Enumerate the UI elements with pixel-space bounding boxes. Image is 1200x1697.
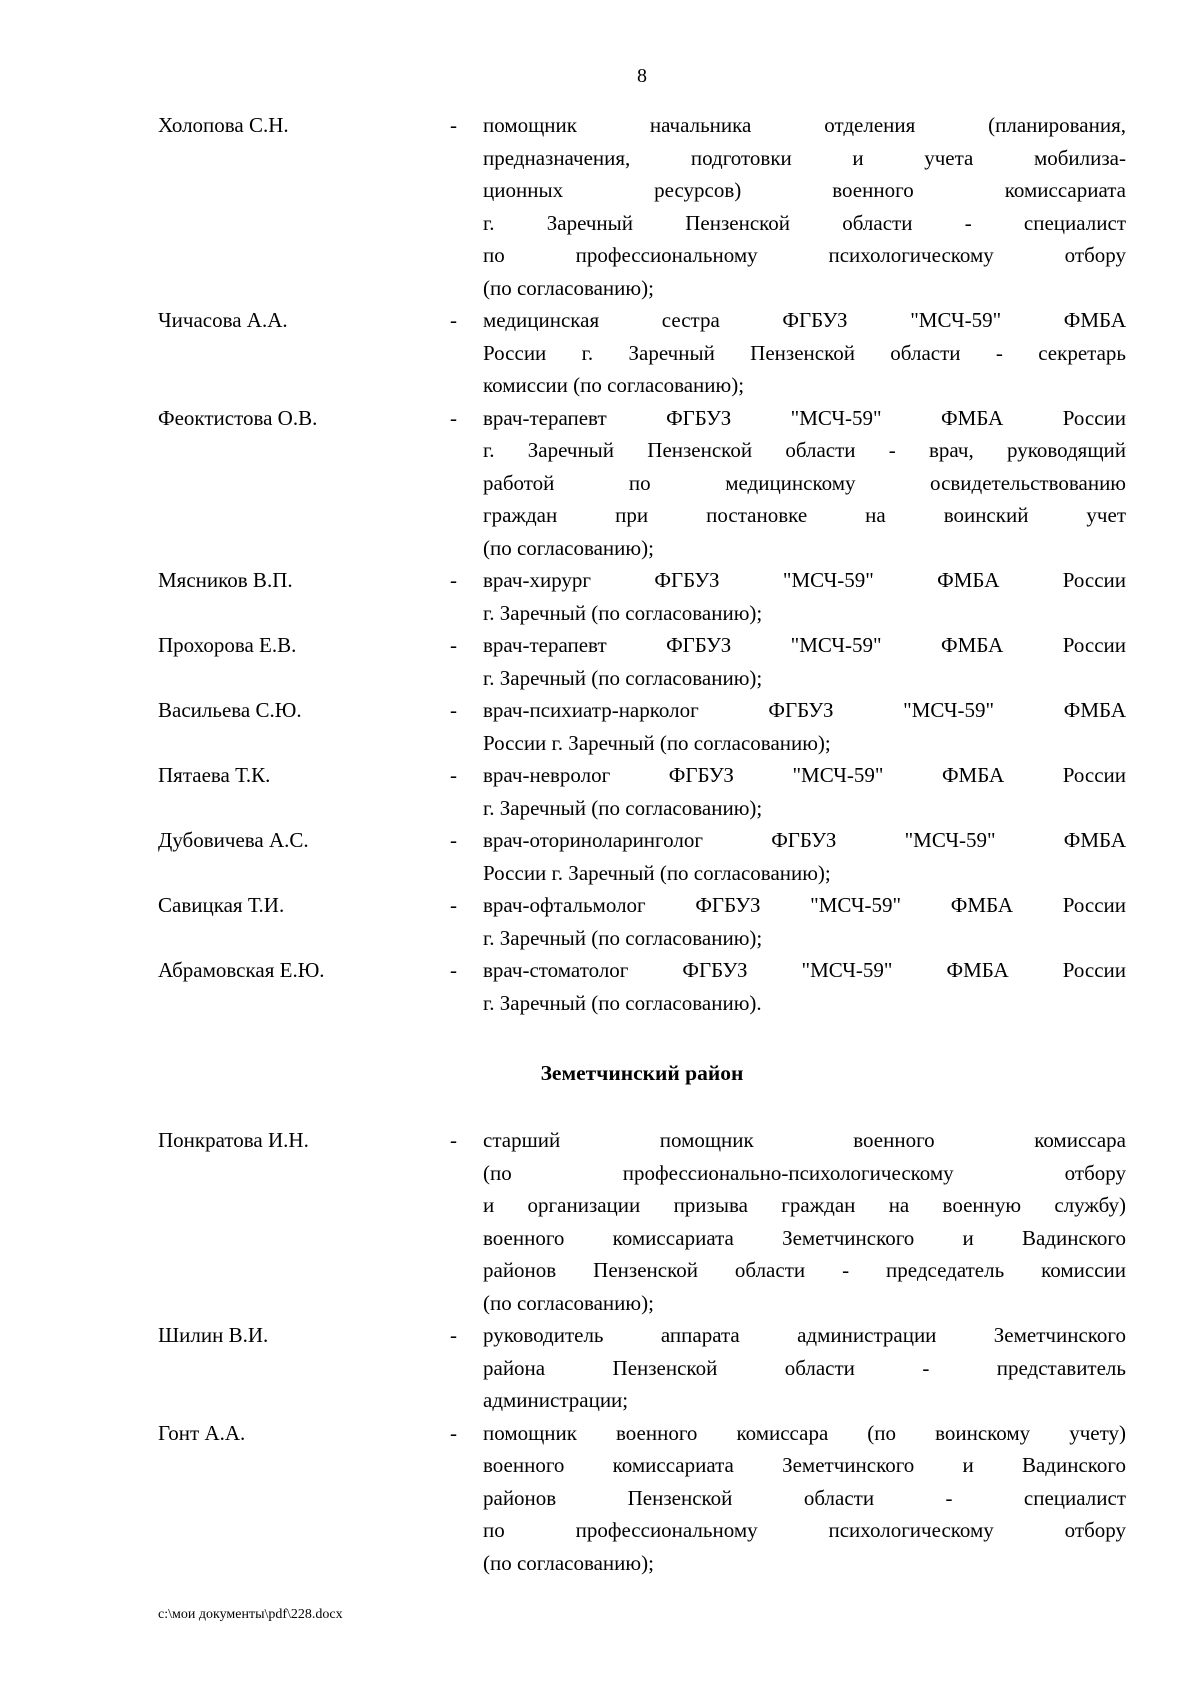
person-name: Шилин В.И. xyxy=(158,1323,269,1347)
list-item xyxy=(158,1124,1126,1319)
person-name: Понкратова И.Н. xyxy=(158,1128,309,1152)
list-item xyxy=(158,889,1126,954)
list-item xyxy=(158,1319,1126,1417)
role-line: врач-хирург ФГБУЗ "МСЧ-59" ФМБА России xyxy=(483,568,1126,592)
role-line: военного комиссариата Земетчинского и Вадинского xyxy=(483,1453,1126,1477)
dash-separator: - xyxy=(450,568,457,592)
person-role xyxy=(483,109,1126,304)
person-name: Абрамовская Е.Ю. xyxy=(158,958,325,982)
role-line: врач-терапевт ФГБУЗ "МСЧ-59" ФМБА России xyxy=(483,405,1126,430)
role-line: руководитель аппарата администрации Земетчинского xyxy=(483,1323,1126,1347)
footer-file-path: с:\мои документы\pdf\228.docx xyxy=(158,1607,343,1622)
role-line: администрации; xyxy=(483,1388,629,1412)
role-line: района Пензенской области - представитель xyxy=(483,1355,1126,1380)
role-line: (по согласованию); xyxy=(483,1550,654,1575)
list-item xyxy=(158,304,1126,402)
dash-separator: - xyxy=(450,893,457,917)
section-zarechny xyxy=(158,109,1126,1019)
person-role xyxy=(483,402,1126,565)
list-item xyxy=(158,694,1126,759)
role-line: работой по медицинскому освидетельствованию xyxy=(483,470,1126,495)
role-line: по профессиональному психологическому отбору xyxy=(483,243,1126,267)
dash-separator: - xyxy=(450,113,457,137)
role-line: врач-оториноларинголог ФГБУЗ "МСЧ-59" ФМБА xyxy=(483,828,1126,852)
person-role xyxy=(483,1417,1126,1580)
person-role xyxy=(483,889,1126,954)
person-name: Холопова С.Н. xyxy=(158,113,289,137)
dash-separator: - xyxy=(450,763,457,787)
person-role xyxy=(483,629,1126,694)
role-line: России г. Заречный (по согласованию); xyxy=(483,730,831,755)
section-heading: Земетчинский район xyxy=(540,1061,744,1085)
person-name: Мясников В.П. xyxy=(158,568,293,592)
role-line: г. Заречный (по согласованию); xyxy=(483,600,763,625)
document-page xyxy=(158,60,1126,1579)
role-line: граждан при постановке на воинский учет xyxy=(483,503,1126,527)
list-item xyxy=(158,1417,1126,1580)
person-role xyxy=(483,1124,1126,1319)
role-line: (по профессионально-психологическому отбору xyxy=(483,1160,1126,1185)
person-role xyxy=(483,694,1126,759)
dash-separator: - xyxy=(450,405,457,430)
role-line: комиссии (по согласованию); xyxy=(483,373,745,397)
list-item xyxy=(158,402,1126,565)
person-name: Савицкая Т.И. xyxy=(158,893,285,917)
role-line: врач-психиатр-нарколог ФГБУЗ "МСЧ-59" ФМБА xyxy=(483,698,1126,722)
role-line: медицинская сестра ФГБУЗ "МСЧ-59" ФМБА xyxy=(483,308,1126,332)
role-line: районов Пензенской области - председатель комиссии xyxy=(483,1258,1126,1282)
role-line: (по согласованию); xyxy=(483,535,654,560)
role-line: предназначения, подготовки и учета мобилиза- xyxy=(483,145,1126,170)
list-item xyxy=(158,564,1126,629)
role-line: России г. Заречный Пензенской области - секретарь xyxy=(483,340,1126,365)
role-line: (по согласованию); xyxy=(483,1290,654,1315)
role-line: г. Заречный (по согласованию); xyxy=(483,795,763,820)
person-role xyxy=(483,954,1126,1019)
dash-separator: - xyxy=(450,958,457,982)
list-item xyxy=(158,109,1126,304)
dash-separator: - xyxy=(450,1323,457,1347)
dash-separator: - xyxy=(450,1128,457,1152)
person-role xyxy=(483,564,1126,629)
dash-separator: - xyxy=(450,633,457,657)
person-name: Пятаева Т.К. xyxy=(158,763,271,787)
dash-separator: - xyxy=(450,828,457,852)
role-line: районов Пензенской области - специалист xyxy=(483,1485,1126,1510)
dash-separator: - xyxy=(450,698,457,722)
role-line: г. Заречный (по согласованию); xyxy=(483,925,763,950)
person-role xyxy=(483,304,1126,402)
person-name: Дубовичева А.С. xyxy=(158,828,309,852)
person-name: Прохорова Е.В. xyxy=(158,633,297,657)
role-line: военного комиссариата Земетчинского и Вадинского xyxy=(483,1225,1126,1250)
role-line: врач-офтальмолог ФГБУЗ "МСЧ-59" ФМБА России xyxy=(483,893,1126,917)
role-line: г. Заречный Пензенской области - врач, руководящий xyxy=(483,438,1126,462)
list-item xyxy=(158,824,1126,889)
role-line: г. Заречный (по согласованию). xyxy=(483,990,762,1015)
list-item xyxy=(158,759,1126,824)
person-role xyxy=(483,824,1126,889)
role-line: г. Заречный (по согласованию); xyxy=(483,665,763,690)
role-line: ционных ресурсов) военного комиссариата xyxy=(483,178,1126,202)
person-role xyxy=(483,1319,1126,1417)
list-item xyxy=(158,954,1126,1019)
role-line: России г. Заречный (по согласованию); xyxy=(483,860,831,885)
role-line: (по согласованию); xyxy=(483,275,654,300)
role-line: по профессиональному психологическому отбору xyxy=(483,1518,1126,1542)
role-line: старший помощник военного комиссара xyxy=(483,1128,1126,1152)
dash-separator: - xyxy=(450,308,457,332)
person-name: Чичасова А.А. xyxy=(158,308,288,332)
person-role xyxy=(483,759,1126,824)
dash-separator: - xyxy=(450,1420,457,1445)
person-name: Гонт А.А. xyxy=(158,1420,246,1445)
person-name: Феоктистова О.В. xyxy=(158,405,318,430)
role-line: г. Заречный Пензенской области - специалист xyxy=(483,210,1126,235)
role-line: помощник военного комиссара (по воинскому учету) xyxy=(483,1420,1126,1445)
role-line: и организации призыва граждан на военную службу) xyxy=(483,1193,1126,1217)
role-line: помощник начальника отделения (планирования, xyxy=(483,113,1126,137)
list-item xyxy=(158,629,1126,694)
role-line: врач-стоматолог ФГБУЗ "МСЧ-59" ФМБА России xyxy=(483,958,1126,982)
role-line: врач-невролог ФГБУЗ "МСЧ-59" ФМБА России xyxy=(483,763,1126,787)
page-number: 8 xyxy=(637,65,647,87)
person-name: Васильева С.Ю. xyxy=(158,698,302,722)
role-line: врач-терапевт ФГБУЗ "МСЧ-59" ФМБА России xyxy=(483,633,1126,657)
section-zemetchinsky xyxy=(158,1057,1126,1579)
